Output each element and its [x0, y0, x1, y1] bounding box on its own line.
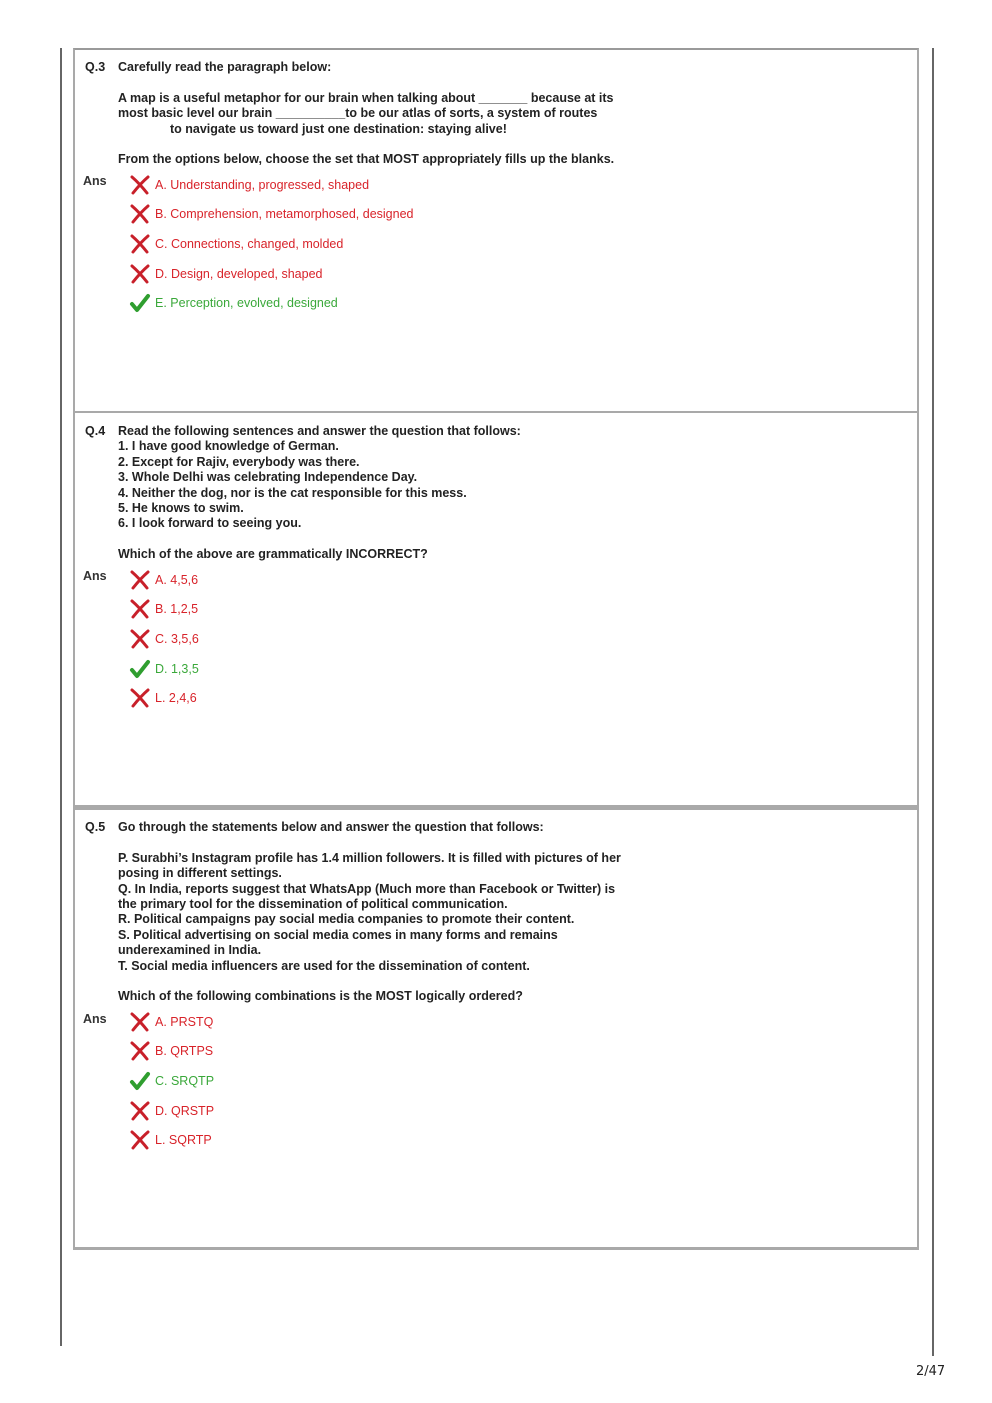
option-b[interactable]: [129, 1037, 214, 1067]
option-a[interactable]: [129, 565, 199, 595]
option-d[interactable]: [129, 654, 199, 684]
cross-icon: [129, 1129, 151, 1151]
answer-label: Ans: [83, 1012, 107, 1026]
check-icon: [129, 1070, 151, 1092]
question-panel-q5: [73, 808, 919, 1250]
option-label: A. PRSTQ: [155, 1014, 214, 1029]
cross-icon: [129, 1040, 151, 1062]
question-title: Go through the statements below and answer the question that follows:: [118, 820, 544, 834]
option-label: C. 3,5,6: [155, 631, 199, 646]
option-label: C. SRQTP: [155, 1073, 215, 1088]
option-c[interactable]: [129, 624, 199, 654]
option-label: L. SQRTP: [155, 1133, 212, 1148]
question-panel-q3: [73, 48, 919, 414]
page-left-rule: [60, 48, 62, 1346]
question-body: [118, 424, 678, 563]
question-panel-q4: [73, 411, 919, 808]
statement: Q. In India, reports suggest that WhatsApp (Much more than Facebook or Twitter) is: [118, 881, 616, 896]
paragraph-line: to navigate us toward just one destination: staying alive!: [170, 121, 507, 136]
page-right-rule: [932, 48, 934, 1356]
check-icon: [129, 292, 151, 314]
cross-icon: [129, 203, 151, 225]
options-list: [129, 170, 413, 318]
option-label: E. Perception, evolved, designed: [155, 296, 338, 311]
option-a[interactable]: [129, 170, 413, 200]
statement: 1. I have good knowledge of German.: [118, 439, 339, 454]
page-number: 2/47: [916, 1364, 946, 1379]
question-number: Q.4: [85, 424, 106, 438]
cross-icon: [129, 1100, 151, 1122]
statement: 3. Whole Delhi was celebrating Independence Day.: [118, 470, 418, 485]
option-label: B. 1,2,5: [155, 602, 199, 617]
option-d[interactable]: [129, 259, 413, 289]
statement: underexamined in India.: [118, 943, 262, 958]
question-body: [118, 60, 678, 168]
cross-icon: [129, 569, 151, 591]
option-label: D. Design, developed, shaped: [155, 266, 323, 281]
cross-icon: [129, 598, 151, 620]
question-number: Q.3: [85, 60, 106, 74]
option-label: B. QRTPS: [155, 1044, 214, 1059]
option-label: A. Understanding, progressed, shaped: [155, 177, 370, 192]
statement: 5. He knows to swim.: [118, 501, 244, 516]
statement: R. Political campaigns pay social media companies to promote their content.: [118, 912, 575, 927]
statement: 4. Neither the dog, nor is the cat responsible for this mess.: [118, 485, 467, 500]
option-c[interactable]: [129, 1066, 214, 1096]
option-e[interactable]: [129, 288, 413, 318]
cross-icon: [129, 233, 151, 255]
answer-label: Ans: [83, 174, 107, 188]
cross-icon: [129, 174, 151, 196]
cross-icon: [129, 687, 151, 709]
option-a[interactable]: [129, 1007, 214, 1037]
cross-icon: [129, 263, 151, 285]
statement: P. Surabhi’s Instagram profile has 1.4 million followers. It is filled with pictures of her: [118, 850, 621, 865]
question-prompt: Which of the following combinations is the MOST logically ordered?: [118, 989, 523, 1004]
option-label: L. 2,4,6: [155, 691, 197, 706]
paragraph-line: A map is a useful metaphor for our brain when talking about _______ because at its: [118, 90, 614, 105]
question-body: [118, 820, 678, 1005]
cross-icon: [129, 628, 151, 650]
statement: the primary tool for the dissemination of political communication.: [118, 897, 508, 912]
cross-icon: [129, 1011, 151, 1033]
question-prompt: From the options below, choose the set that MOST appropriately fills up the blanks.: [118, 152, 615, 167]
paragraph-line: most basic level our brain __________to be our atlas of sorts, a system of routes: [118, 106, 598, 121]
option-label: D. 1,3,5: [155, 661, 199, 676]
statement: posing in different settings.: [118, 866, 282, 881]
option-label: D. QRSTP: [155, 1103, 215, 1118]
question-prompt: Which of the above are grammatically INCORRECT?: [118, 547, 428, 562]
options-list: [129, 1007, 214, 1155]
option-b[interactable]: [129, 595, 199, 625]
statement: 2. Except for Rajiv, everybody was there.: [118, 454, 360, 469]
option-d[interactable]: [129, 1096, 214, 1126]
statement: S. Political advertising on social media comes in many forms and remains: [118, 927, 558, 942]
question-title: Carefully read the paragraph below:: [118, 60, 332, 74]
question-number: Q.5: [85, 820, 106, 834]
option-e[interactable]: [129, 1125, 214, 1155]
answer-label: Ans: [83, 569, 107, 583]
question-title: Read the following sentences and answer the question that follows:: [118, 424, 521, 438]
option-e[interactable]: [129, 683, 199, 713]
option-label: A. 4,5,6: [155, 572, 199, 587]
option-label: B. Comprehension, metamorphosed, designed: [155, 207, 414, 222]
option-b[interactable]: [129, 200, 413, 230]
statement: 6. I look forward to seeing you.: [118, 516, 302, 531]
option-label: C. Connections, changed, molded: [155, 236, 344, 251]
check-icon: [129, 658, 151, 680]
option-c[interactable]: [129, 229, 413, 259]
statement: T. Social media influencers are used for the dissemination of content.: [118, 958, 530, 973]
options-list: [129, 565, 199, 713]
